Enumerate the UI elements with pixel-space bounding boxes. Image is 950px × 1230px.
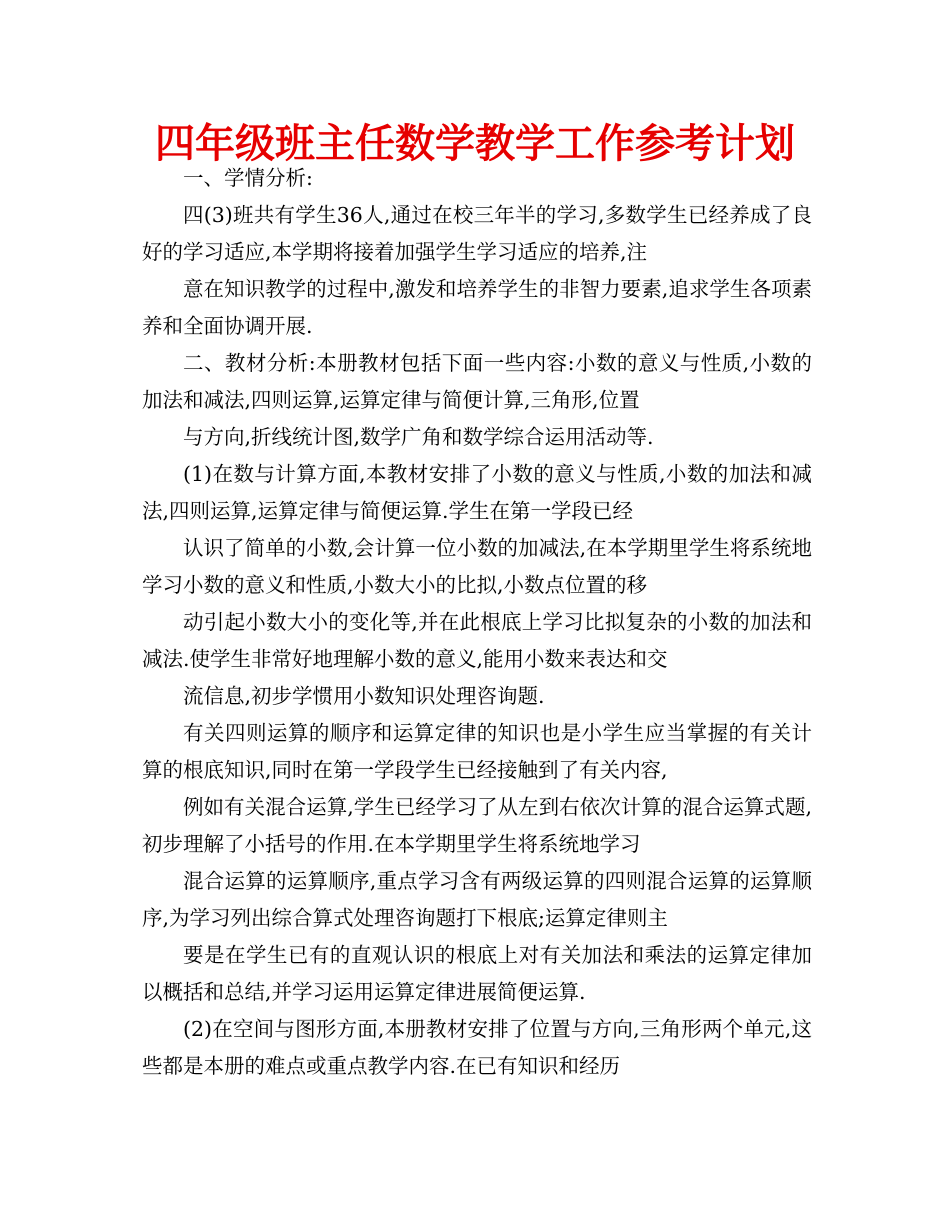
paragraph-5: 与方向,折线统计图,数学广角和数学综合运用活动等. [183, 425, 654, 449]
paragraph-7: 认识了简单的小数,会计算一位小数的加减法,在本学期里学生将系统地学习小数的意义和性质,小数大小的比拟,小数点位置的移 [142, 536, 812, 597]
document-body [142, 160, 812, 1085]
paragraph-2: 四(3)班共有学生36人,通过在校三年半的学习,多数学生已经养成了良好的学习适应,本学期将接着加强学生学习适应的培养,注 [142, 203, 812, 264]
document-title: 四年级班主任数学教学工作参考计划 [155, 121, 795, 167]
paragraph-4: 二、教材分析:本册教材包括下面一些内容:小数的意义与性质,小数的加法和减法,四则运算,运算定律与简便计算,三角形,位置 [142, 351, 812, 412]
paragraph-10: 有关四则运算的顺序和运算定律的知识也是小学生应当掌握的有关计算的根底知识,同时在第一学段学生已经接触到了有关内容, [142, 721, 812, 782]
paragraph-8: 动引起小数大小的变化等,并在此根底上学习比拟复杂的小数的加法和减法.使学生非常好地理解小数的意义,能用小数来表达和交 [142, 610, 812, 671]
paragraph-11: 例如有关混合运算,学生已经学习了从左到右依次计算的混合运算式题,初步理解了小括号的作用.在本学期里学生将系统地学习 [142, 795, 812, 856]
paragraph-12: 混合运算的运算顺序,重点学习含有两级运算的四则混合运算的运算顺序,为学习列出综合算式处理咨询题打下根底;运算定律则主 [142, 869, 812, 930]
paragraph-9: 流信息,初步学惯用小数知识处理咨询题. [183, 684, 545, 708]
paragraph-14: (2)在空间与图形方面,本册教材安排了位置与方向,三角形两个单元,这些都是本册的难点或重点教学内容.在已有知识和经历 [142, 1017, 812, 1078]
paragraph-1: 一、学情分析: [183, 166, 313, 190]
paragraph-3: 意在知识教学的过程中,激发和培养学生的非智力要素,追求学生各项素养和全面协调开展. [142, 277, 812, 338]
paragraph-13: 要是在学生已有的直观认识的根底上对有关加法和乘法的运算定律加以概括和总结,并学习运用运算定律进展简便运算. [142, 943, 812, 1004]
paragraph-6: (1)在数与计算方面,本教材安排了小数的意义与性质,小数的加法和减法,四则运算,运算定律与简便运算.学生在第一学段已经 [142, 462, 812, 523]
